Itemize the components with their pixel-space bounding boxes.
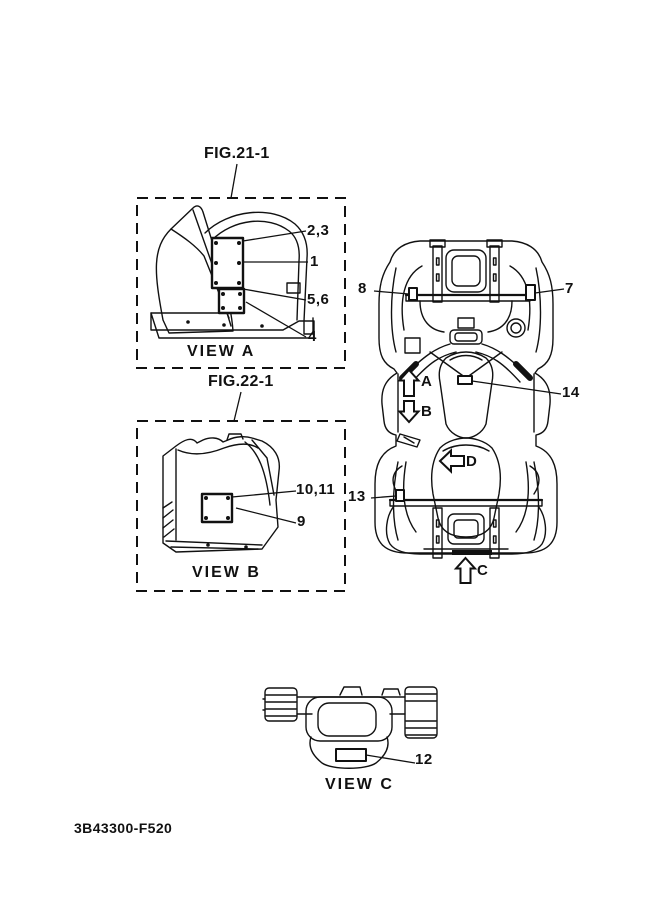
callout-12: 12 [415,751,433,768]
fig-b-title: FIG.22-1 [208,373,274,390]
direction-arrow-b-down-icon [400,401,419,422]
emblem-label-8 [409,288,417,300]
part-code: 3B43300-F520 [74,820,173,836]
view-a-drawing [151,206,314,338]
emblem-label-13 [396,490,404,501]
view-c-drawing [263,687,437,768]
emblem-label-14 [458,376,472,384]
view-a-label-plate-large [212,238,243,288]
direction-letter-d: D [466,453,477,470]
callout-10-11-leader [232,491,296,497]
fig-b-title-leader [234,392,241,421]
callout-10-11: 10,11 [296,481,336,498]
emblem-label-7 [526,285,535,300]
direction-arrow-d-left-icon [440,451,464,472]
atv-top-view-drawing [375,240,557,558]
direction-letter-b: B [421,403,432,420]
view-c-label: VIEW C [325,776,394,793]
callout-2-3: 2,3 [307,222,330,239]
callout-7: 7 [565,280,574,297]
view-b-label-plate [202,494,232,522]
callout-13: 13 [348,488,366,505]
fig-a-title: FIG.21-1 [204,145,270,162]
callout-14: 14 [562,384,580,401]
callout-5-6: 5,6 [307,291,330,308]
callout-1: 1 [310,253,319,270]
callout-12-leader [366,755,415,763]
fig-a-title-leader [231,164,237,198]
view-b-label: VIEW B [192,564,261,581]
view-a-label: VIEW A [187,343,256,360]
view-a-label-plate-small [219,289,244,313]
callout-4: 4 [308,328,317,345]
direction-letter-c: C [477,562,488,579]
callout-8: 8 [358,280,367,297]
callout-9-leader [236,508,296,523]
direction-arrow-c-up-icon [456,558,475,583]
emblem-label-12 [336,749,366,761]
callout-9: 9 [297,513,306,530]
view-b-drawing [163,434,279,552]
callout-5-6-leader [243,289,306,300]
direction-letter-a: A [421,373,432,390]
